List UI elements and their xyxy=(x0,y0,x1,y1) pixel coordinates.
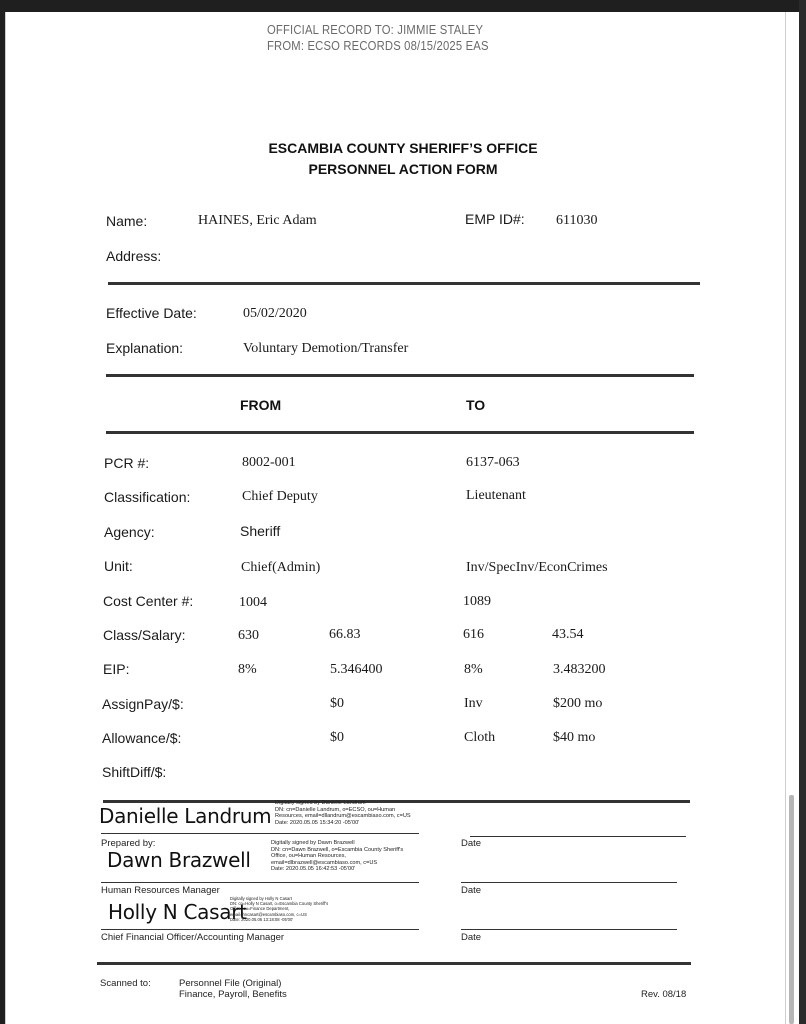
from-value: 1004 xyxy=(239,595,267,610)
revision-label: Rev. 08/18 xyxy=(641,989,687,1000)
official-record-stamp xyxy=(267,22,489,54)
stamp-line-2: FROM: ECSO RECORDS 08/15/2025 EAS xyxy=(267,39,489,53)
row-label: Classification: xyxy=(104,489,191,505)
form-title: PERSONNEL ACTION FORM xyxy=(308,161,498,177)
row-label: Class/Salary: xyxy=(103,627,186,643)
to-allowance: $40 mo xyxy=(553,730,596,745)
to-allowance-type: Cloth xyxy=(464,730,496,745)
from-allowance: $0 xyxy=(330,730,344,745)
from-class: 630 xyxy=(238,628,259,643)
from-value: Chief Deputy xyxy=(242,489,318,504)
to-salary: 43.54 xyxy=(552,627,584,642)
role-label: Human Resources Manager xyxy=(101,885,220,896)
from-column-header: FROM xyxy=(240,397,282,413)
to-assign-type: Inv xyxy=(464,696,483,711)
date-line xyxy=(461,929,677,930)
signature-details: Digitally signed by Dawn Brazwell DN: cn=Dawn Brazwell, o=Escambia County Sheriff's Office, ou=Human Resources, email=dlbrazwell@escambiaso.com, c=US Date: 2020.05.05 16:42:53 -05'00' xyxy=(271,840,404,873)
address-label: Address: xyxy=(106,248,162,264)
row-label: Agency: xyxy=(104,524,155,540)
name-value: HAINES, Eric Adam xyxy=(198,213,317,228)
to-eip-value: 3.483200 xyxy=(553,662,606,677)
from-value: Chief(Admin) xyxy=(241,560,321,575)
prepared-by-label: Prepared by: xyxy=(101,838,156,849)
divider xyxy=(97,962,691,965)
scanned-to-line-2: Finance, Payroll, Benefits xyxy=(179,989,287,1000)
role-label: Chief Financial Officer/Accounting Manager xyxy=(101,932,285,943)
signature-name: Holly N Casart xyxy=(108,900,247,924)
scrollbar-thumb[interactable] xyxy=(789,795,794,1024)
stamp-line-1: OFFICIAL RECORD TO: JIMMIE STALEY xyxy=(267,23,484,37)
row-label: PCR #: xyxy=(104,455,150,471)
explanation-value: Voluntary Demotion/Transfer xyxy=(243,341,409,356)
from-value: 8002-001 xyxy=(242,455,296,470)
scanned-to-label: Scanned to: xyxy=(100,978,151,989)
to-eip-pct: 8% xyxy=(464,662,483,677)
date-label: Date xyxy=(461,885,482,896)
to-value: 6137-063 xyxy=(466,455,520,470)
row-label: Cost Center #: xyxy=(103,593,194,609)
signature-name: Dawn Brazwell xyxy=(107,848,251,872)
name-label: Name: xyxy=(106,213,148,229)
signature-line xyxy=(101,882,419,883)
row-label: ShiftDiff/$: xyxy=(102,764,167,780)
from-eip-value: 5.346400 xyxy=(330,662,383,677)
divider xyxy=(106,431,694,434)
effective-date-label: Effective Date: xyxy=(106,305,197,321)
signature-name: Danielle Landrum xyxy=(99,804,272,828)
from-salary: 66.83 xyxy=(329,627,361,642)
date-line xyxy=(470,836,686,837)
row-label: AssignPay/$: xyxy=(102,696,184,712)
date-label: Date xyxy=(461,932,482,943)
date-label: Date xyxy=(461,838,482,849)
row-label: Allowance/$: xyxy=(102,730,182,746)
effective-date-value: 05/02/2020 xyxy=(243,306,307,321)
to-assign-pay: $200 mo xyxy=(553,696,603,711)
from-assign-pay: $0 xyxy=(330,696,344,711)
to-column-header: TO xyxy=(466,397,486,413)
date-line xyxy=(461,882,677,883)
org-title: ESCAMBIA COUNTY SHERIFF’S OFFICE xyxy=(268,140,538,156)
to-value: Inv/SpecInv/EconCrimes xyxy=(466,560,608,575)
scanned-to-list xyxy=(179,978,287,1000)
divider xyxy=(106,374,694,377)
from-eip-pct: 8% xyxy=(238,662,257,677)
row-label: EIP: xyxy=(103,661,130,677)
row-label: Unit: xyxy=(104,558,133,574)
signature-line xyxy=(101,929,419,930)
emp-id-value: 611030 xyxy=(556,213,598,228)
signature-line xyxy=(101,833,419,834)
emp-id-label: EMP ID#: xyxy=(465,211,525,227)
to-value: 1089 xyxy=(463,594,491,609)
divider xyxy=(108,282,700,285)
from-value: Sheriff xyxy=(240,523,281,539)
signature-details: Digitally signed by Holly N Casart DN: cn=Holly N Casart, o=Escambia County Sheriff's Office, ou=Finance Department, email=hncasart@escambiaso.com, c=US Date: 2020.05.06 13:18:08 -05'00' xyxy=(230,896,329,922)
signature-details: Digitally signed by Danielle Landrum DN: cn=Danielle Landrum, o=ECSO, ou=Human Resources, email=dllandrum@escambiaso.com, c=US Date: 2020.05.05 15:34:20 -05'00' xyxy=(275,800,411,826)
to-value: Lieutenant xyxy=(466,488,526,503)
to-class: 616 xyxy=(463,627,484,642)
scanned-to-line-1: Personnel File (Original) xyxy=(179,978,282,989)
explanation-label: Explanation: xyxy=(106,340,184,356)
